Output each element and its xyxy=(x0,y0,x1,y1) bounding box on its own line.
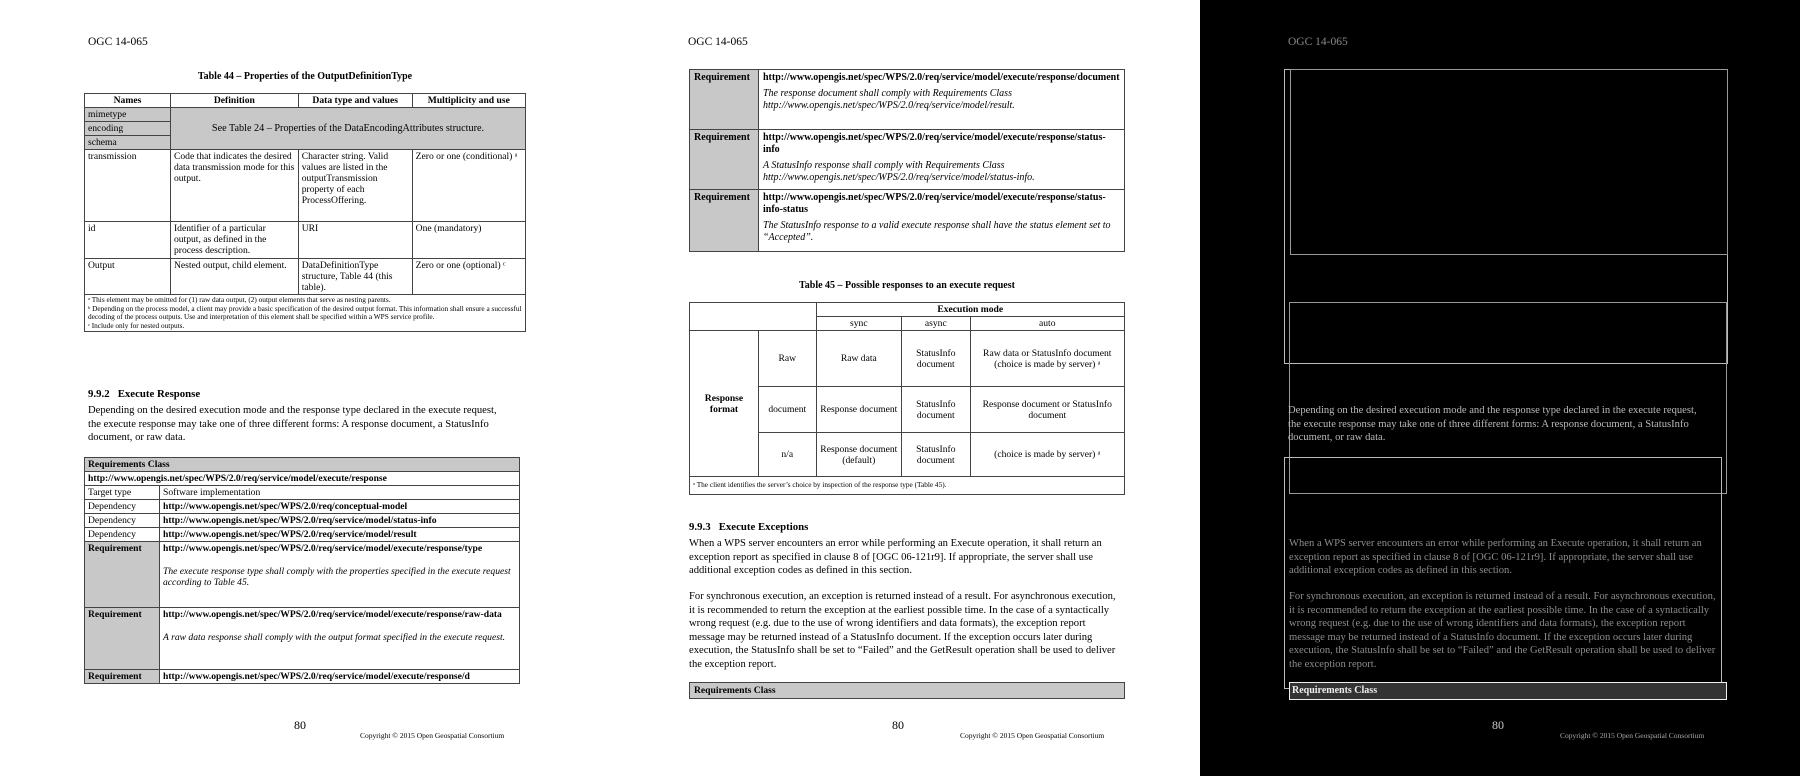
row-value: Software implementation xyxy=(160,486,520,500)
row-label: Requirement xyxy=(690,130,759,190)
requirement-text: A StatusInfo response shall comply with Requirements Class http://www.opengis.net/spec/WPS/2.0/req/service/model/status-info. xyxy=(763,160,1035,183)
requirements-class-title: Requirements Class xyxy=(85,458,520,472)
page-number: 80 xyxy=(892,718,904,732)
row-label: Requirement xyxy=(690,70,759,130)
response-format-label: Response format xyxy=(690,331,759,477)
row-label: Target type xyxy=(85,486,160,500)
section-paragraph: When a WPS server encounters an error while performing an Execute operation, it shall return an exception report as specified in clause 8 of [OGC 06-121r9]. If appropriate, the server shall use additional exception codes as defined in this section. xyxy=(689,538,1102,576)
table-cell: encoding xyxy=(85,122,171,136)
table-cell: schema xyxy=(85,136,171,150)
section-number: 9.9.2 xyxy=(88,388,110,400)
table-header: Names xyxy=(85,94,171,108)
section-title: Execute Exceptions xyxy=(718,521,809,533)
table45-caption: Table 45 – Possible responses to an execute request xyxy=(799,280,1015,291)
requirements-class-title: Requirements Class xyxy=(690,683,1125,699)
requirement-url[interactable]: http://www.opengis.net/spec/WPS/2.0/req/service/model/execute/response/status-info xyxy=(763,132,1106,155)
document-page-left xyxy=(0,0,600,776)
execution-mode-header: Execution mode xyxy=(816,303,1125,317)
copyright: Copyright © 2015 Open Geospatial Consortium xyxy=(960,731,1105,740)
table-cell: Raw xyxy=(759,331,817,387)
footnote-c: ᶜ Include only for nested outputs. xyxy=(88,320,185,330)
table-cell: See Table 24 – Properties of the DataEncodingAttributes structure. xyxy=(170,108,525,150)
row-label: Requirement xyxy=(85,670,160,684)
mode-header: auto xyxy=(970,317,1124,331)
section-number: 9.9.3 xyxy=(689,521,711,533)
dependency-link[interactable]: http://www.opengis.net/spec/WPS/2.0/req/service/model/status-info xyxy=(160,514,520,528)
table-cell: Raw data or StatusInfo document (choice is made by server) ᵃ xyxy=(970,331,1124,387)
table-cell: id xyxy=(85,222,171,259)
requirement-text: The response document shall comply with Requirements Class http://www.opengis.net/spec/WPS/2.0/req/service/model/result. xyxy=(763,88,1015,111)
requirement-url[interactable]: http://www.opengis.net/spec/WPS/2.0/req/service/model/execute/response/d xyxy=(160,670,520,684)
table-cell: mimetype xyxy=(85,108,171,122)
doc-id-header: OGC 14-065 xyxy=(88,36,148,48)
table-cell: Response document xyxy=(816,387,902,433)
document-page-right xyxy=(600,0,1200,776)
dependency-link[interactable]: http://www.opengis.net/spec/WPS/2.0/req/service/model/result xyxy=(160,528,520,542)
requirements-table xyxy=(689,69,1125,252)
page-number: 80 xyxy=(294,718,306,732)
table-cell: StatusInfo document xyxy=(902,331,970,387)
section-paragraph: For synchronous execution, an exception is returned instead of a result. For asynchronous execution, it is recommended to return the exception at the earliest possible time. In the case of a syntactically wrong request (e.g. due to the use of wrong identifiers and data formats), the exception report message may be returned instead of a StatusInfo document. If the exception occurs later during execution, the StatusInfo shall be set to “Failed” and the GetResult operation shall be used to deliver the exception report. xyxy=(689,591,1116,670)
requirement-url[interactable]: http://www.opengis.net/spec/WPS/2.0/req/service/model/execute/response/status-info-status xyxy=(763,192,1106,215)
footnote-b: ᵇ Depending on the process model, a client may provide a basic specification of the desired output format. This information shall ensure a successful decoding of the process outputs. Use and interpretation of this element shall be specified within a WPS service profile. xyxy=(88,303,522,322)
requirement-url[interactable]: http://www.opengis.net/spec/WPS/2.0/req/service/model/execute/response/document xyxy=(763,72,1120,83)
requirement-text: The StatusInfo response to a valid execute response shall have the status element set to “Accepted”. xyxy=(763,220,1111,243)
table-cell: Response document (default) xyxy=(816,433,902,477)
mode-header: sync xyxy=(816,317,902,331)
requirement-url[interactable]: http://www.opengis.net/spec/WPS/2.0/req/service/model/execute/response/type xyxy=(163,543,483,554)
requirements-class-table xyxy=(84,457,520,684)
page-number: 80 xyxy=(1492,718,1504,732)
overlay-diff-panel xyxy=(1200,0,1800,776)
overlay-requirements-outline xyxy=(1290,69,1728,255)
row-label: Dependency xyxy=(85,514,160,528)
table-cell: (choice is made by server) ᵃ xyxy=(970,433,1124,477)
table-cell: Character string. Valid values are listed in the outputTransmission property of each ProcessOffering. xyxy=(298,150,412,222)
table-header: Data type and values xyxy=(298,94,412,108)
row-label: Requirement xyxy=(85,542,160,608)
table-cell: Code that indicates the desired data transmission mode for this output. xyxy=(170,150,298,222)
section-title: Execute Response xyxy=(117,388,201,400)
table-footnotes xyxy=(85,295,526,332)
table-cell: Nested output, child element. xyxy=(170,259,298,295)
table-cell: n/a xyxy=(759,433,817,477)
footnote-a: ᵃ This element may be omitted for (1) raw data output, (2) output elements that serve as nesting parents. xyxy=(88,295,391,304)
overlay-paragraph: Depending on the desired execution mode and the response type declared in the execute request, the execute response may take one of three different forms: A response document, a StatusInfo document, or raw data. xyxy=(1288,405,1697,443)
doc-id-header: OGC 14-065 xyxy=(688,36,748,48)
table-cell: Response document or StatusInfo document xyxy=(970,387,1124,433)
table-cell: URI xyxy=(298,222,412,259)
section-paragraph: Depending on the desired execution mode and the response type declared in the execute request, the execute response may take one of three different forms: A response document, a StatusInfo document, or raw data. xyxy=(88,405,497,443)
row-label: Requirement xyxy=(85,608,160,670)
table-cell: Raw data xyxy=(816,331,902,387)
table-cell: Identifier of a particular output, as defined in the process description. xyxy=(170,222,298,259)
requirement-text: The execute response type shall comply with the properties specified in the execute request according to Table 45. xyxy=(163,566,511,588)
table-header: Definition xyxy=(170,94,298,108)
requirements-class-url: http://www.opengis.net/spec/WPS/2.0/req/service/model/execute/response xyxy=(85,472,520,486)
mode-header: async xyxy=(902,317,970,331)
table-cell: Zero or one (conditional) ᵃ xyxy=(412,150,525,222)
table-cell: StatusInfo document xyxy=(902,387,970,433)
section-heading xyxy=(689,521,808,533)
table44-caption: Table 44 – Properties of the OutputDefinitionType xyxy=(197,71,413,82)
copyright: Copyright © 2015 Open Geospatial Consortium xyxy=(1560,731,1705,740)
requirement-text: A raw data response shall comply with the output format specified in the execute request. xyxy=(163,632,506,643)
overlay-paragraph: When a WPS server encounters an error while performing an Execute operation, it shall return an exception report as specified in clause 8 of [OGC 06-121r9]. If appropriate, the server shall use additional exception codes as defined in this section. xyxy=(1289,538,1702,576)
table-cell: transmission xyxy=(85,150,171,222)
table45 xyxy=(689,302,1125,495)
table-cell: One (mandatory) xyxy=(412,222,525,259)
overlay-paragraph: For synchronous execution, an exception is returned instead of a result. For asynchronous execution, it is recommended to return the exception at the earliest possible time. In the case of a syntactically wrong request (e.g. due to the use of wrong identifiers and data formats), the exception report message may be returned instead of a StatusInfo document. If the exception occurs later during execution, the StatusInfo shall be set to “Failed” and the GetResult operation shall be used to deliver the exception report. xyxy=(1289,591,1716,670)
doc-id-header: OGC 14-065 xyxy=(1288,36,1348,48)
table-footnote: ᵃ The client identifies the server’s choice by inspection of the response type (Table 45). xyxy=(690,477,1125,495)
section-heading xyxy=(88,388,200,400)
requirement-url[interactable]: http://www.opengis.net/spec/WPS/2.0/req/service/model/execute/response/raw-data xyxy=(163,609,502,620)
requirements-class-table xyxy=(689,682,1125,699)
row-label: Dependency xyxy=(85,528,160,542)
row-label: Dependency xyxy=(85,500,160,514)
table-cell: document xyxy=(759,387,817,433)
table44 xyxy=(84,93,526,332)
table-cell: DataDefinitionType structure, Table 44 (this table). xyxy=(298,259,412,295)
table-cell: StatusInfo document xyxy=(902,433,970,477)
row-label: Requirement xyxy=(690,190,759,252)
table-cell: Zero or one (optional) ᶜ xyxy=(412,259,525,295)
overlay-requirements-class-title: Requirements Class xyxy=(1292,685,1378,696)
copyright: Copyright © 2015 Open Geospatial Consortium xyxy=(360,731,505,740)
table-header: Multiplicity and use xyxy=(412,94,525,108)
dependency-link[interactable]: http://www.opengis.net/spec/WPS/2.0/req/conceptual-model xyxy=(160,500,520,514)
table-cell: Output xyxy=(85,259,171,295)
